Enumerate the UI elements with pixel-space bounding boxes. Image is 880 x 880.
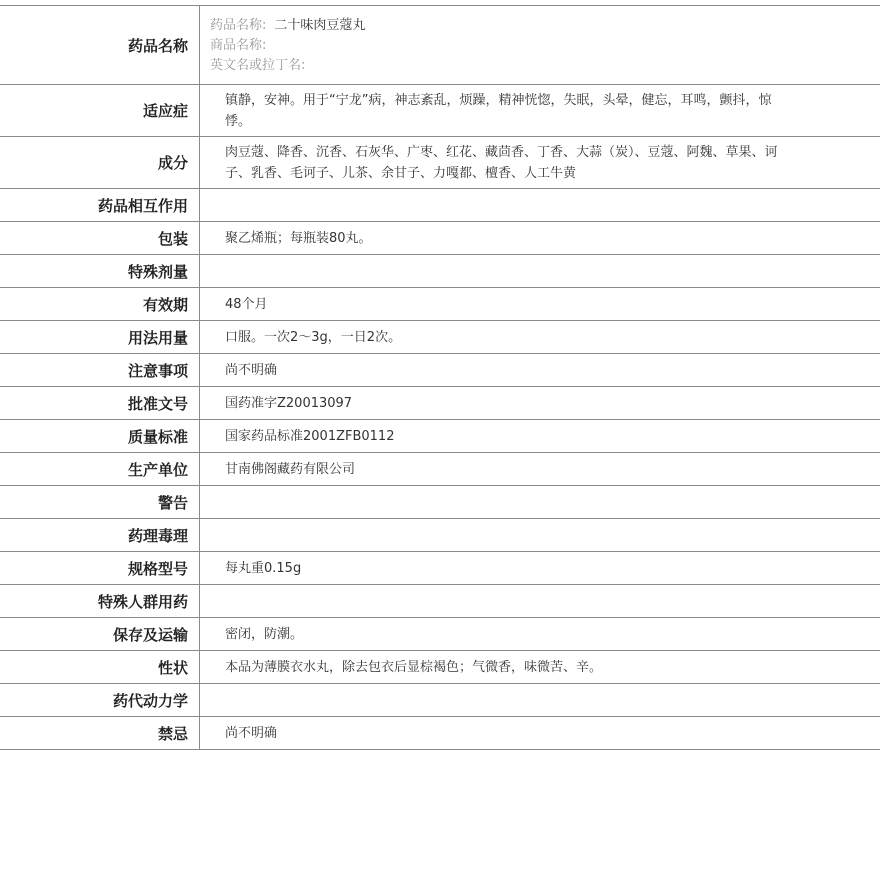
- row-value: 本品为薄膜衣水丸，除去包衣后显棕褐色；气微香，味微苦、辛。: [225, 659, 603, 675]
- row-package: [0, 222, 880, 255]
- row-pharmacokinetics: [0, 684, 880, 717]
- row-value: 聚乙烯瓶；每瓶装80丸。: [225, 230, 372, 246]
- row-label: 用法用量: [0, 321, 200, 353]
- row-value: 口服。一次2～3g，一日2次。: [225, 329, 402, 345]
- drug-info-table: [0, 5, 880, 750]
- generic-name-line: [210, 16, 790, 36]
- row-label: 适应症: [0, 85, 200, 136]
- row-value: 国药准字Z20013097: [225, 395, 353, 411]
- row-value: 肉豆蔻、降香、沉香、石灰华、广枣、红花、藏茴香、丁香、大蒜（炭）、豆蔻、阿魏、草果、诃子、乳香、毛诃子、儿茶、余甘子、力嘎都、檀香、人工牛黄: [225, 144, 778, 181]
- row-value: 甘南佛阁藏药有限公司: [225, 461, 356, 477]
- row-contraindications: [0, 717, 880, 750]
- row-precautions: [0, 354, 880, 387]
- english-name-line: [210, 56, 790, 76]
- row-dosage: [0, 321, 880, 354]
- row-label: 特殊人群用药: [0, 585, 200, 617]
- row-value: [200, 684, 880, 716]
- row-special-population: [0, 585, 880, 618]
- trade-name-key: 商品名称:: [210, 38, 267, 53]
- row-value: 每丸重0.15g: [225, 560, 302, 576]
- row-label: 药代动力学: [0, 684, 200, 716]
- row-ingredients: [0, 137, 880, 189]
- row-value: [200, 486, 880, 518]
- row-shelf-life: [0, 288, 880, 321]
- row-value: [200, 585, 880, 617]
- row-description: [0, 651, 880, 684]
- row-label: 生产单位: [0, 453, 200, 485]
- row-label: 质量标准: [0, 420, 200, 452]
- row-approval-number: [0, 387, 880, 420]
- row-value: [200, 519, 880, 551]
- row-pharmacology: [0, 519, 880, 552]
- row-label: 批准文号: [0, 387, 200, 419]
- row-value: 尚不明确: [225, 362, 278, 378]
- row-label: 规格型号: [0, 552, 200, 584]
- row-value: 尚不明确: [225, 725, 278, 741]
- row-value: [200, 189, 880, 221]
- row-value: 镇静，安神。用于“宁龙”病，神志紊乱，烦躁，精神恍惚，失眠，头晕，健忘，耳鸣，颤抖，惊悸。: [225, 92, 772, 129]
- row-warning: [0, 486, 880, 519]
- row-value: [200, 255, 880, 287]
- row-label: 包装: [0, 222, 200, 254]
- row-interactions: [0, 189, 880, 222]
- row-specification: [0, 552, 880, 585]
- generic-name-value: 二十味肉豆蔻丸: [274, 18, 366, 33]
- row-special-dosage: [0, 255, 880, 288]
- row-label: 特殊剂量: [0, 255, 200, 287]
- row-value: 国家药品标准2001ZFB0112: [225, 428, 395, 444]
- row-storage: [0, 618, 880, 651]
- row-label: 警告: [0, 486, 200, 518]
- row-label: 禁忌: [0, 717, 200, 749]
- row-value: 密闭，防潮。: [225, 626, 304, 642]
- row-quality-standard: [0, 420, 880, 453]
- generic-name-key: 药品名称:: [210, 18, 267, 33]
- row-indications: [0, 85, 880, 137]
- row-label: 成分: [0, 137, 200, 188]
- trade-name-line: [210, 36, 790, 56]
- row-manufacturer: [0, 453, 880, 486]
- row-label: 性状: [0, 651, 200, 683]
- row-drug-names: [0, 6, 880, 85]
- row-label: 药品相互作用: [0, 189, 200, 221]
- row-label: 药品名称: [0, 6, 200, 84]
- english-name-key: 英文名或拉丁名:: [210, 58, 306, 73]
- row-label: 有效期: [0, 288, 200, 320]
- row-label: 药理毒理: [0, 519, 200, 551]
- drug-names-cell: [200, 6, 880, 84]
- row-label: 保存及运输: [0, 618, 200, 650]
- row-label: 注意事项: [0, 354, 200, 386]
- row-value: 48个月: [225, 296, 268, 312]
